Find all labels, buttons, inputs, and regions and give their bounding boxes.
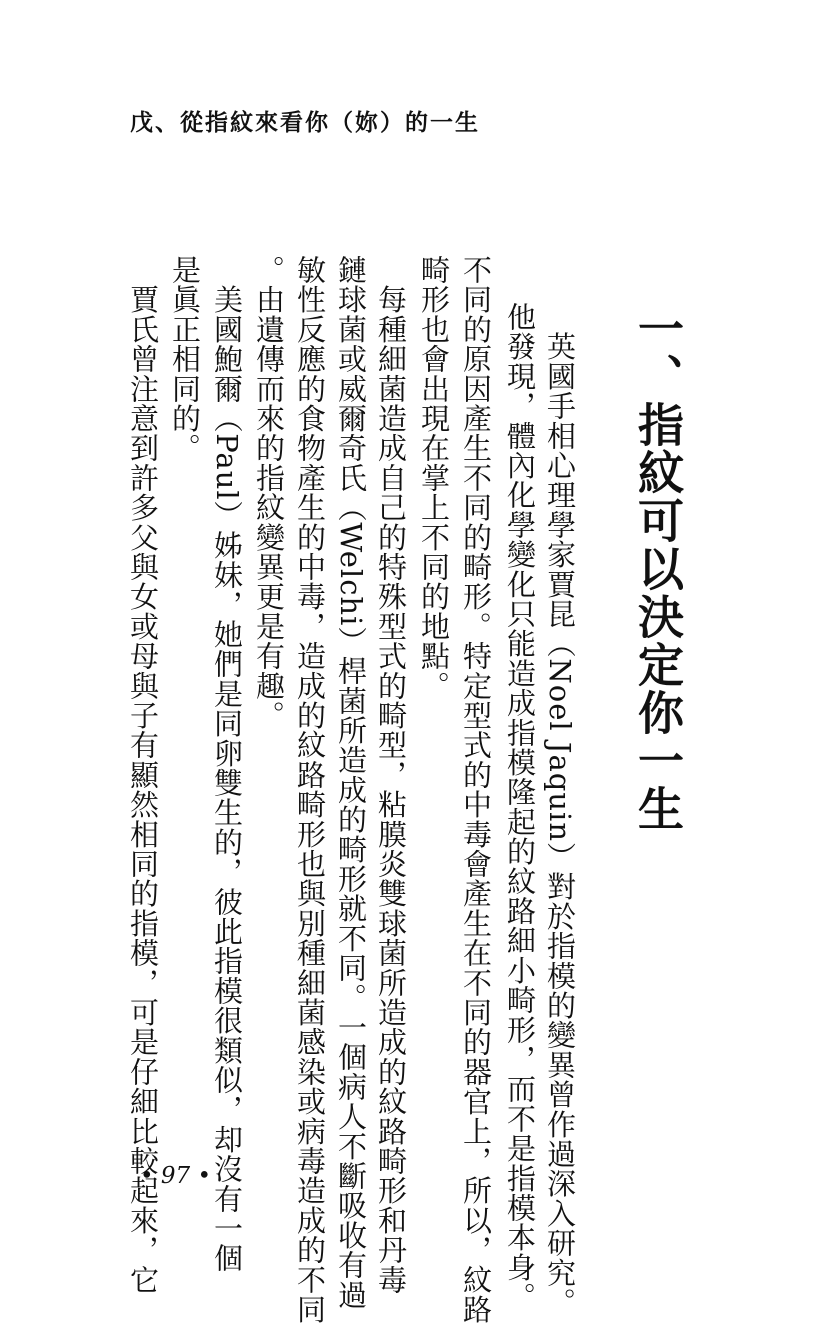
text-column-5: 每種細菌造成自己的特殊型式的畸型，粘膜炎雙球菌所造成的紋路畸形和丹毒 bbox=[374, 255, 408, 1295]
text-column-3: 不同的原因產生不同的畸形。特定型式的中毒會產生在不同的器官上，所以，紋路 bbox=[459, 255, 493, 1324]
text-column-7: 敏性反應的食物產生的中毒，造成的紋路畸形也與別種細菌感染或病毒造成的不同 bbox=[293, 255, 327, 1324]
text-column-8: 。由遺傳而來的指紋變異更是有趣。 bbox=[252, 255, 286, 731]
page-number: • 97 • bbox=[140, 1163, 212, 1189]
running-header: 戊、從指紋來看你（妳）的一生 bbox=[130, 109, 480, 136]
text-column-9: 美國鮑爾（Paul）姊妹，她們是同卵雙生的，彼此指模很類似，却沒有一個 bbox=[210, 255, 244, 1273]
text-column-1: 英國手相心理學家賈昆（Noel Jaquin）對於指模的變異曾作過深入研究。 bbox=[543, 302, 577, 1318]
text-column-11: 賈氏曾注意到許多父與女或母與子有顯然相同的指模，可是仔細比較起來，它 bbox=[126, 255, 160, 1295]
text-column-10: 是眞正相同的。 bbox=[168, 255, 202, 463]
section-title: 一、指紋可以決定你一生 bbox=[631, 305, 685, 833]
text-column-4: 畸形也會出現在掌上不同的地點。 bbox=[417, 255, 451, 701]
text-column-6: 鏈球菌或威爾奇氏（Welchi）桿菌所造成的畸形就不同。一個病人不斷吸收有過 bbox=[334, 255, 368, 1310]
text-column-2: 他發現，體內化學變化只能造成指模隆起的紋路細小畸形，而不是指模本身。 bbox=[503, 302, 537, 1312]
